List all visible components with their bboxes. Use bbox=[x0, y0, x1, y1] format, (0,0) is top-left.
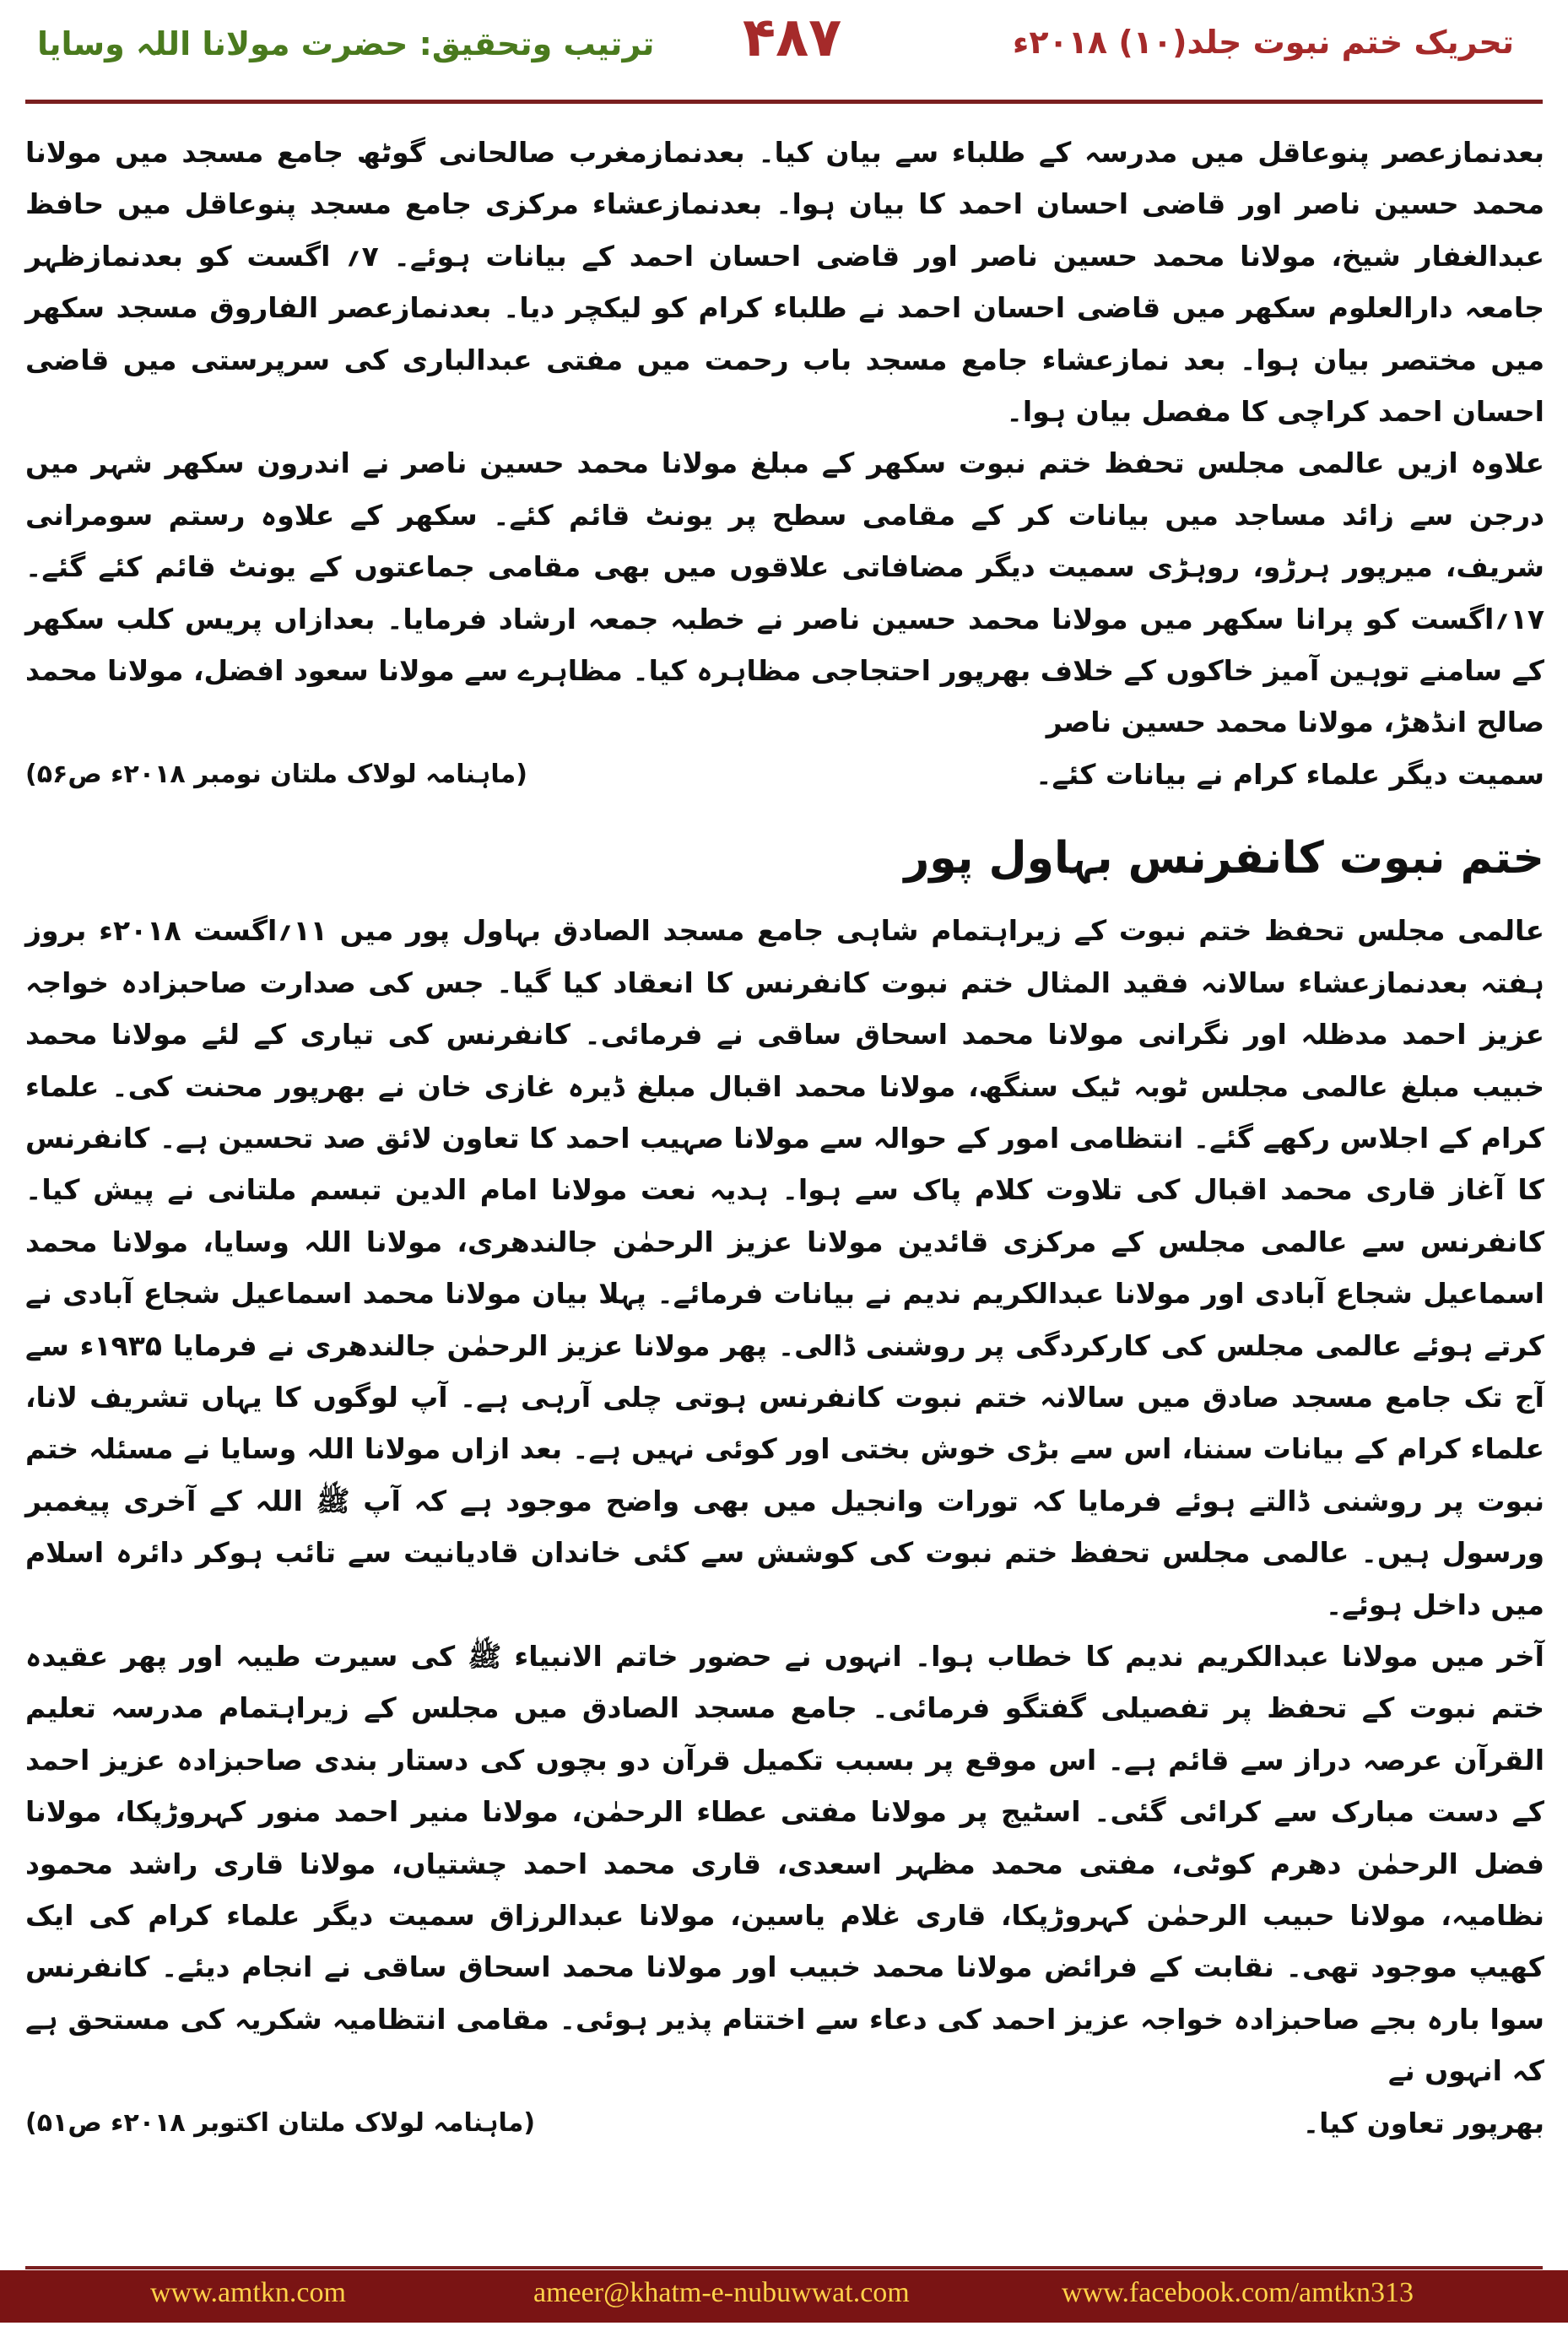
section1-closing-line bbox=[25, 749, 1544, 800]
section2-closing-line bbox=[25, 2097, 1544, 2149]
section1-paragraph-1: بعدنمازعصر پنوعاقل میں مدرسہ کے طلباء سے بیان کیا۔ بعدنمازمغرب صالحانی گوٹھ جامع مسجد میں مولانا محمد حسین ناصر اور قاضی احسان احمد کا بیان ہوا۔ بعدنمازعشاء مرکزی جامع مسجد پنوعاقل میں حافظ عبدالغفار شیخ، مولانا محمد حسین ناصر اور قاضی احسان احمد کے بیانات ہوئے۔ ۷؍ اگست کو بعدنمازظہر جامعہ دارالعلوم سکھر میں قاضی احسان احمد نے طلباء کرام کو لیکچر دیا۔ بعدنمازعصر الفاروق مسجد سکھر میں مختصر بیان ہوا۔ بعد نمازعشاء جامع مسجد باب رحمت میں مفتی عبدالباری کی سرپرستی میں قاضی احسان احمد کراچی کا مفصل بیان ہوا۔ bbox=[25, 136, 1544, 429]
page-body bbox=[25, 127, 1544, 2149]
book-title: تحریک ختم نبوت جلد(۱۰) ۲۰۱۸ء bbox=[1012, 24, 1514, 61]
section2-citation: (ماہنامہ لولاک ملتان اکتوبر ۲۰۱۸ء ص۵۱) bbox=[25, 2107, 536, 2138]
page-footer bbox=[0, 2270, 1568, 2323]
section2-heading: ختم نبوت کانفرنس بہاول پور bbox=[904, 833, 1544, 884]
facebook-link[interactable]: www.facebook.com/amtkn313 bbox=[1062, 2277, 1414, 2308]
section1-citation: (ماہنامہ لولاک ملتان نومبر ۲۰۱۸ء ص۵۶) bbox=[25, 759, 527, 789]
section1-paragraph-2: علاوہ ازیں عالمی مجلس تحفظ ختم نبوت سکھر کے مبلغ مولانا محمد حسین ناصر نے اندرون سکھر شہر میں درجن سے زائد مساجد میں بیانات کر کے مقامی سطح پر یونٹ قائم کئے۔ سکھر کے علاوہ رستم سومرانی شریف، میرپور ہرڑو، روہڑی سمیت دیگر مضافاتی علاقوں میں بھی مقامی جماعتوں کے یونٹ قائم کئے گئے۔ ۱۷؍اگست کو پرانا سکھر میں مولانا محمد حسین ناصر نے خطبہ جمعہ ارشاد فرمایا۔ بعدازاں پریس کلب سکھر کے سامنے توہین آمیز خاکوں کے خلاف بھرپور احتجاجی مظاہرہ کیا۔ مظاہرے سے مولانا سعود افضل، مولانا محمد صالح انڈھڑ، مولانا محمد حسین ناصر bbox=[25, 446, 1544, 739]
page-number: ۴۸۷ bbox=[743, 7, 842, 69]
header-divider bbox=[25, 100, 1543, 104]
section2-paragraph-2: آخر میں مولانا عبدالکریم ندیم کا خطاب ہوا۔ انہوں نے حضور خاتم الانبیاء ﷺ کی سیرت طیبہ اور پھر عقیدہ ختم نبوت کے تحفظ پر تفصیلی گفتگو فرمائی۔ جامع مسجد الصادق میں مجلس کے زیراہتمام مدرسہ تعلیم القرآن عرصہ دراز سے قائم ہے۔ اس موقع پر بسبب تکمیل قرآن دو بچوں کی دستار بندی صاحبزادہ عزیز احمد کے دست مبارک سے کرائی گئی۔ اسٹیج پر مولانا مفتی عطاء الرحمٰن، مولانا منیر احمد منور کہروڑپکا، مولانا فضل الرحمٰن دھرم کوٹی، مفتی محمد مظہر اسعدی، قاری محمد احمد چشتیاں، مولانا قاری راشد محمود نظامیہ، مولانا حبیب الرحمٰن کہروڑپکا، قاری غلام یاسین، مولانا عبدالرزاق سمیت دیگر علماء کرام کی ایک کھیپ موجود تھی۔ نقابت کے فرائض مولانا محمد خبیب اور مولانا محمد اسحاق ساقی نے انجام دیئے۔ کانفرنس سوا بارہ بجے صاحبزادہ خواجہ عزیز احمد کی دعاء سے اختتام پذیر ہوئی۔ مقامی انتظامیہ شکریہ کی مستحق ہے کہ انہوں نے bbox=[25, 1639, 1544, 2088]
website-link[interactable]: www.amtkn.com bbox=[150, 2277, 346, 2308]
compiler-credit: ترتیب وتحقیق: حضرت مولانا اللہ وسایا bbox=[37, 25, 655, 62]
section2-paragraph-2-end: بھرپور تعاون کیا۔ bbox=[1302, 2106, 1544, 2139]
footer-divider bbox=[25, 2266, 1543, 2269]
email-link[interactable]: ameer@khatm-e-nubuwwat.com bbox=[533, 2277, 910, 2308]
section1-paragraph-2-end: سمیت دیگر علماء کرام نے بیانات کئے۔ bbox=[1035, 757, 1544, 791]
section2-paragraph-1: عالمی مجلس تحفظ ختم نبوت کے زیراہتمام شاہی جامع مسجد الصادق بہاول پور میں ۱۱؍اگست ۲۰۱۸ء بروز ہفتہ بعدنمازعشاء سالانہ فقید المثال ختم نبوت کانفرنس کا انعقاد کیا گیا۔ جس کی صدارت صاحبزادہ خواجہ عزیز احمد مدظلہ اور نگرانی مولانا محمد اسحاق ساقی نے فرمائی۔ کانفرنس کی تیاری کے لئے مولانا محمد خبیب مبلغ عالمی مجلس ٹوبہ ٹیک سنگھ، مولانا محمد اقبال مبلغ ڈیرہ غازی خان نے بھرپور محنت کی۔ علماء کرام کے اجلاس رکھے گئے۔ انتظامی امور کے حوالہ سے مولانا صہیب احمد کا تعاون لائق صد تحسین ہے۔ کانفرنس کا آغاز قاری محمد اقبال کی تلاوت کلام پاک سے ہوا۔ ہدیہ نعت مولانا امام الدین تبسم ملتانی نے پیش کیا۔ کانفرنس سے عالمی مجلس کے مرکزی قائدین مولانا عزیز الرحمٰن جالندھری، مولانا اللہ وسایا، مولانا محمد اسماعیل شجاع آبادی اور مولانا عبدالکریم ندیم نے بیانات فرمائے۔ پہلا بیان مولانا محمد اسماعیل شجاع آبادی نے کرتے ہوئے عالمی مجلس کی کارکردگی پر روشنی ڈالی۔ پھر مولانا عزیز الرحمٰن جالندھری نے فرمایا ۱۹۳۵ء سے آج تک جامع مسجد صادق میں سالانہ ختم نبوت کانفرنس ہوتی چلی آرہی ہے۔ آپ لوگوں کا یہاں تشریف لانا، علماء کرام کے بیانات سننا، اس سے بڑی خوش بختی اور کوئی نہیں ہے۔ بعد ازاں مولانا اللہ وسایا نے مسئلہ ختم نبوت پر روشنی ڈالتے ہوئے فرمایا کہ تورات وانجیل میں بھی واضح موجود ہے کہ آپ ﷺ اللہ کے آخری پیغمبر ورسول ہیں۔ عالمی مجلس تحفظ ختم نبوت کی کوشش سے کئی خاندان قادیانیت سے تائب ہوکر دائرہ اسلام میں داخل ہوئے۔ bbox=[25, 914, 1544, 1621]
page-header bbox=[0, 0, 1568, 127]
